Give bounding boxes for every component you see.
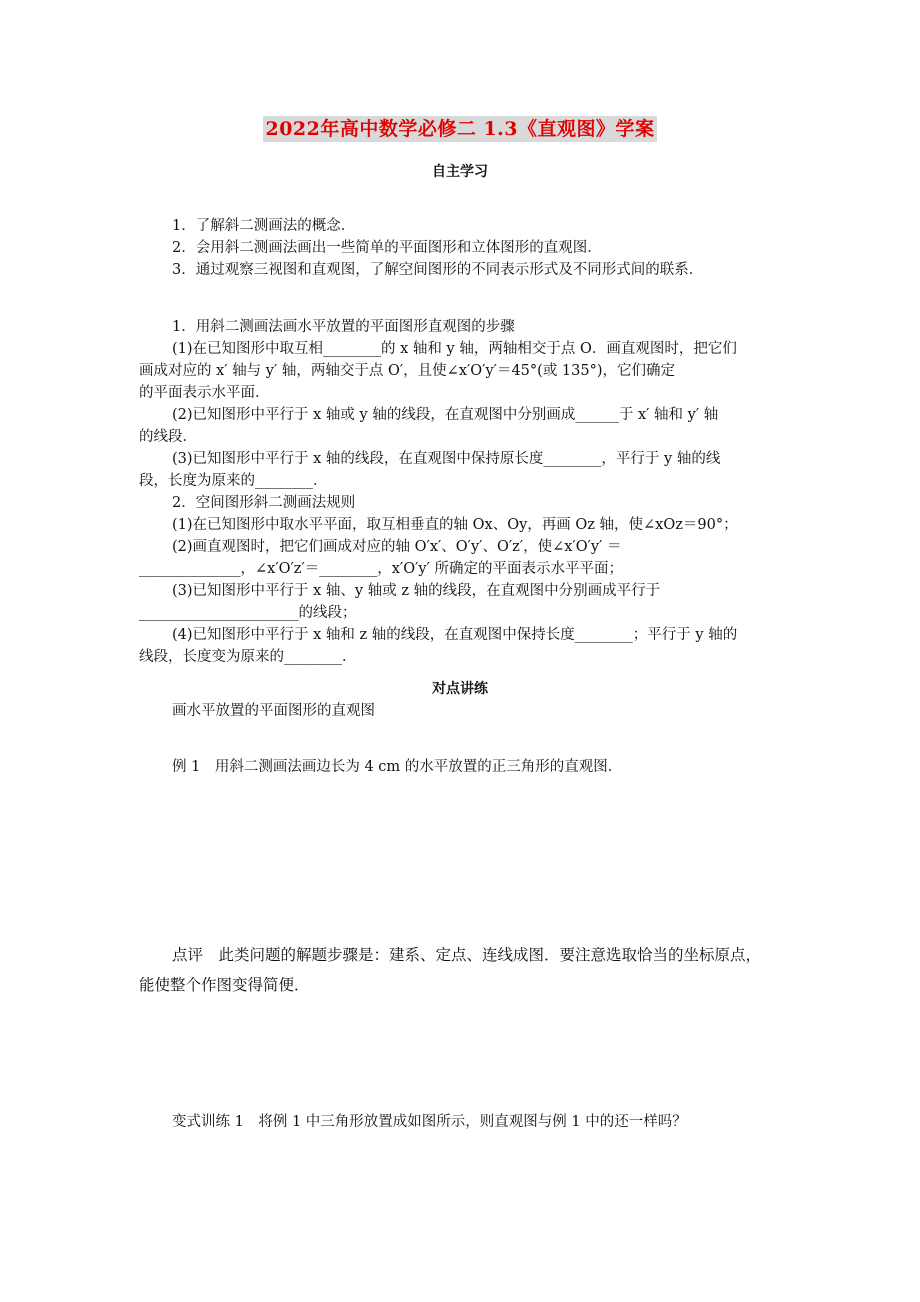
comment-line2: 能使整个作图变得简便． — [139, 976, 310, 994]
goal-3: 3．通过观察三视图和直观图，了解空间图形的不同表示形式及不同形式间的联系． — [172, 262, 704, 278]
title-text: 2022年高中数学必修二 1.3《直观图》学案 — [265, 118, 655, 140]
k1-step2-line1: (2)已知图形中平行于 x 轴或 y 轴的线段，在直观图中分别画成______于 x′ 轴和 y′ 轴 — [172, 407, 719, 423]
k2-rule3-line1: (3)已知图形中平行于 x 轴、y 轴或 z 轴的线段，在直观图中分别画成平行于 — [172, 583, 661, 599]
exercise-1: 变式训练 1 将例 1 中三角形放置成如图所示，则直观图与例 1 中的还一样吗？ — [172, 1114, 687, 1130]
goal-1: 1．了解斜二测画法的概念． — [172, 218, 356, 234]
example-1: 例 1 用斜二测画法画边长为 4 cm 的水平放置的正三角形的直观图． — [172, 759, 623, 775]
topic-heading: 画水平放置的平面图形的直观图 — [172, 703, 375, 719]
k2-rule4-line1: (4)已知图形中平行于 x 轴和 z 轴的线段，在直观图中保持长度________；平行于 y 轴的 — [172, 627, 738, 643]
k1-step1-line2: 画成对应的 x′ 轴与 y′ 轴，两轴交于点 O′，且使∠x′O′y′＝45°(或 135°)，它们确定 — [139, 363, 676, 379]
k1-step3-line2: 段，长度为原来的________． — [139, 473, 328, 489]
k1-step2-line2: 的线段． — [139, 429, 197, 445]
k1-step3-line1: (3)已知图形中平行于 x 轴的线段，在直观图中保持原长度________，平行于 y 轴的线 — [172, 451, 721, 467]
k1-step1-line1: (1)在已知图形中取互相________的 x 轴和 y 轴，两轴相交于点 O．画直观图时，把它们 — [172, 341, 737, 357]
k2-rule2-line1: (2)画直观图时，把它们画成对应的轴 O′x′、O′y′、O′z′，使∠x′O′y′ ＝ — [172, 539, 622, 555]
knowledge-2-title: 2．空间图形斜二测画法规则 — [172, 495, 356, 511]
section-heading-self-study: 自主学习 — [432, 164, 488, 180]
knowledge-1-title: 1．用斜二测画法画水平放置的平面图形直观图的步骤 — [172, 319, 515, 335]
page-title — [0, 114, 920, 141]
k2-rule1: (1)在已知图形中取水平平面，取互相垂直的轴 Ox、Oy，再画 Oz 轴，使∠xOz＝90°； — [172, 517, 738, 533]
k2-rule3-line2: ______________________的线段； — [139, 605, 357, 621]
goal-2: 2．会用斜二测画法画出一些简单的平面图形和立体图形的直观图． — [172, 240, 602, 256]
comment-line1: 点评 此类问题的解题步骤是：建系、定点、连线成图．要注意选取恰当的坐标原点， — [172, 946, 762, 964]
section-heading-practice: 对点讲练 — [432, 681, 488, 697]
k2-rule4-line2: 线段，长度变为原来的________． — [139, 649, 357, 665]
k1-step1-line3: 的平面表示水平面． — [139, 385, 270, 401]
k2-rule2-line2: ______________，∠x′O′z′＝________，x′O′y′ 所确定的平面表示水平平面； — [139, 561, 623, 577]
